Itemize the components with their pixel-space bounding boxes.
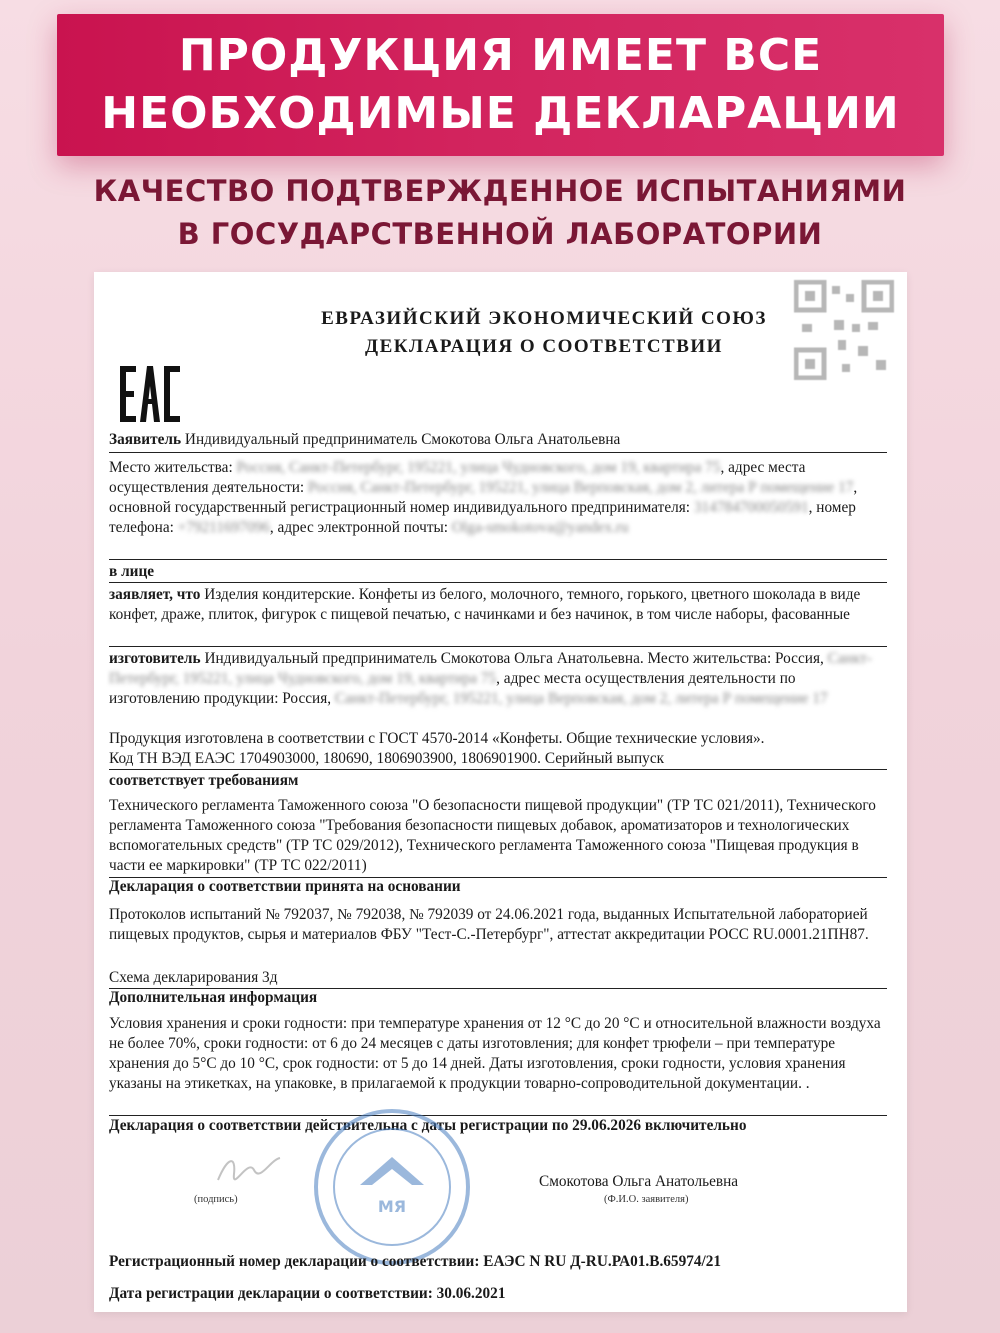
declares-block [109, 585, 889, 625]
union-title: ЕВРАЗИЙСКИЙ ЭКОНОМИЧЕСКИЙ СОЮЗ [321, 308, 767, 329]
divider [109, 559, 887, 560]
phone-label: , номер телефона: [109, 499, 856, 536]
divider [109, 646, 887, 647]
eac-logo-icon [118, 366, 180, 422]
scheme-text: Схема декларирования 3д [109, 969, 278, 986]
extra-info-text: Условия хранения и сроки годности: при температуре хранения от 12 °С до 20 °С и относительной влажности воздуха не более 70%, сроки годности: от 6 до 24 месяцев с даты изготовления; для конфет трюфели – при температуре хранения до 5°С до 10 °С, срок годности: от 5 до 14 дней. Даты изготовления, сроки годности, условия хранения указаны на этикетках, на упаковке, в прилагаемой к продукции товарно-сопроводительной документации. . [109, 1015, 881, 1092]
in-person-label: в лице [109, 563, 155, 580]
validity-text: Декларация о соответствии действительна с даты регистрации по 29.06.2026 включительно [109, 1117, 747, 1134]
banner-title-line-2: НЕОБХОДИМЫЕ ДЕКЛАРАЦИИ [101, 88, 900, 139]
declaration-title: ДЕКЛАРАЦИЯ О СООТВЕТСТВИИ [365, 336, 723, 357]
ogrn-value: 314784700050591 [693, 499, 809, 516]
basis-text: Протоколов испытаний № 792037, № 792038, № 792039 от 24.06.2021 года, выданных Испытательной лабораторией пищевых продуктов, сырья и материалов ФБУ "Тест-С.-Петербург", аттестат аккредитации РОСС RU.0001.21ПН87. [109, 906, 869, 943]
registration-number: Регистрационный номер декларации о соответствии: ЕАЭС N RU Д-RU.РА01.В.65974/21 [109, 1253, 722, 1270]
svg-text:МЯ: МЯ [377, 1197, 407, 1216]
complies-label: соответствует требованиям [109, 772, 299, 789]
manufacturer-address-label: , адрес места осуществления деятельности по изготовлению продукции: Россия, [109, 670, 796, 707]
address-label: , адрес места осуществления деятельности: [109, 459, 806, 496]
manufacturer-block [109, 649, 889, 709]
declares-text: Изделия кондитерские. Конфеты из белого, молочного, темного, горького, цветного шоколада в виде конфет, драже, плиток, фигурок с пищевой печатью, с начинками и без начинок, в том числе наборы, фасованные [109, 586, 861, 623]
residence-label: Место жительства: [109, 459, 233, 476]
divider [109, 769, 887, 770]
fio-caption: (Ф.И.О. заявителя) [604, 1194, 689, 1205]
manufacturer-address-value: Санкт-Петербург, 195221, улица Верповская, дом 2, литера Р помещение 17 [334, 690, 828, 707]
manufacturer-label: изготовитель [109, 650, 201, 667]
extra-info-label: Дополнительная информация [109, 989, 318, 1006]
applicant-label: Заявитель [109, 431, 182, 448]
address-value: Россия, Санкт-Петербург, 195221, улица Верповская, дом 2, литера Р помещение 17 [308, 479, 854, 496]
signer-name: Смокотова Ольга Анатольевна [539, 1173, 739, 1190]
tn-ved-code: Код ТН ВЭД ЕАЭС 1704903000, 180690, 1806903900, 1806901900. Серийный выпуск [109, 750, 665, 767]
banner-title-line-1: ПРОДУКЦИЯ ИМЕЕТ ВСЕ [178, 30, 823, 81]
declaration-document [94, 272, 907, 1312]
email-label: , адрес электронной почты: [269, 519, 449, 536]
declares-label: заявляет, что [109, 586, 201, 603]
stamp-icon [312, 1107, 472, 1267]
subtitle-line-2: В ГОСУДАРСТВЕННОЙ ЛАБОРАТОРИИ [177, 217, 823, 251]
divider [109, 582, 887, 583]
divider [109, 452, 887, 453]
subtitle [0, 170, 1000, 256]
email-value: Olga-smokotova@yandex.ru [451, 519, 629, 536]
applicant-text: Индивидуальный предприниматель Смокотова Ольга Анатольевна [184, 431, 621, 448]
phone-value: +79211697096 [177, 519, 270, 536]
registration-date: Дата регистрации декларации о соответствии: 30.06.2021 [109, 1285, 506, 1302]
applicant-line [109, 430, 889, 450]
basis-label: Декларация о соответствии принята на основании [109, 878, 461, 895]
manufacturer-residence: Санкт-Петербург, 195221, улица Чудновского, дом 19, квартира 75 [109, 650, 872, 687]
residence-value: Россия, Санкт-Петербург, 195221, улица Чудновского, дом 19, квартира 75 [236, 459, 721, 476]
signature-caption: (подпись) [194, 1194, 238, 1205]
applicant-address-block [109, 458, 889, 538]
header-banner [57, 14, 944, 156]
qr-code-icon [794, 280, 894, 380]
ogrn-label: , основной государственный регистрационный номер индивидуального предпринимателя: [109, 479, 858, 516]
signature-icon [214, 1152, 284, 1186]
subtitle-line-1: КАЧЕСТВО ПОДТВЕРЖДЕННОЕ ИСПЫТАНИЯМИ [93, 174, 907, 208]
production-standard: Продукция изготовлена в соответствии с ГОСТ 4570-2014 «Конфеты. Общие технические условия». [109, 730, 765, 747]
complies-text: Технического регламента Таможенного союза "О безопасности пищевой продукции" (ТР ТС 021/2011), Технического регламента Таможенного союза "Требования безопасности пищевых добавок, ароматизаторов и технологических вспомогательных средств" (ТР ТС 029/2012), Технического регламента Таможенного союза "Пищевая продукция в части ее маркировки" (ТР ТС 022/2011) [109, 797, 876, 874]
manufacturer-text: Индивидуальный предприниматель Смокотова Ольга Анатольевна. Место жительства: Россия, [204, 650, 824, 667]
